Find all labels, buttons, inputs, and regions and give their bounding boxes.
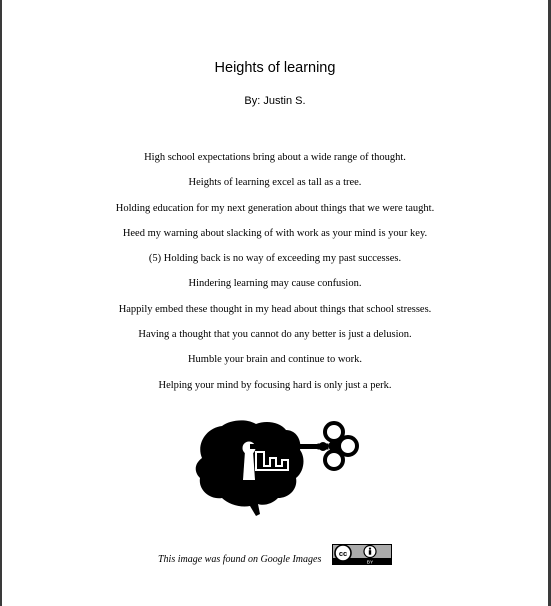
poem-line: Having a thought that you cannot do any better is just a delusion. bbox=[138, 329, 412, 341]
poem-line: Humble your brain and continue to work. bbox=[187, 354, 363, 366]
poem-line: Happily embed these thought in my head about things that school stresses. bbox=[118, 303, 432, 315]
license-label: BY bbox=[366, 560, 374, 565]
poem-line: Heights of learning excel as tall as a tree. bbox=[188, 177, 362, 189]
poem-line: (5) Holding back is no way of exceeding my past successes. bbox=[148, 253, 402, 265]
poem-title: Heights of learning bbox=[214, 60, 336, 76]
svg-text:cc: cc bbox=[338, 548, 348, 558]
poem-line: Heed my warning about slacking of with work as your mind is your key. bbox=[122, 227, 428, 239]
poem-author: By: Justin S. bbox=[244, 95, 306, 107]
poem-line: Hindering learning may cause confusion. bbox=[188, 278, 362, 290]
poem-line: Helping your mind by focusing hard is only just a perk. bbox=[158, 379, 392, 391]
poem-line: High school expectations bring about a wide range of thought. bbox=[144, 152, 406, 163]
creative-commons-by-icon bbox=[332, 544, 392, 565]
image-credit-caption: This image was found on Google Images bbox=[158, 554, 322, 565]
brain-with-key-icon bbox=[192, 418, 360, 520]
poem-line: Holding education for my next generation about things that we were taught. bbox=[115, 202, 435, 214]
poem-body bbox=[2, 150, 548, 403]
